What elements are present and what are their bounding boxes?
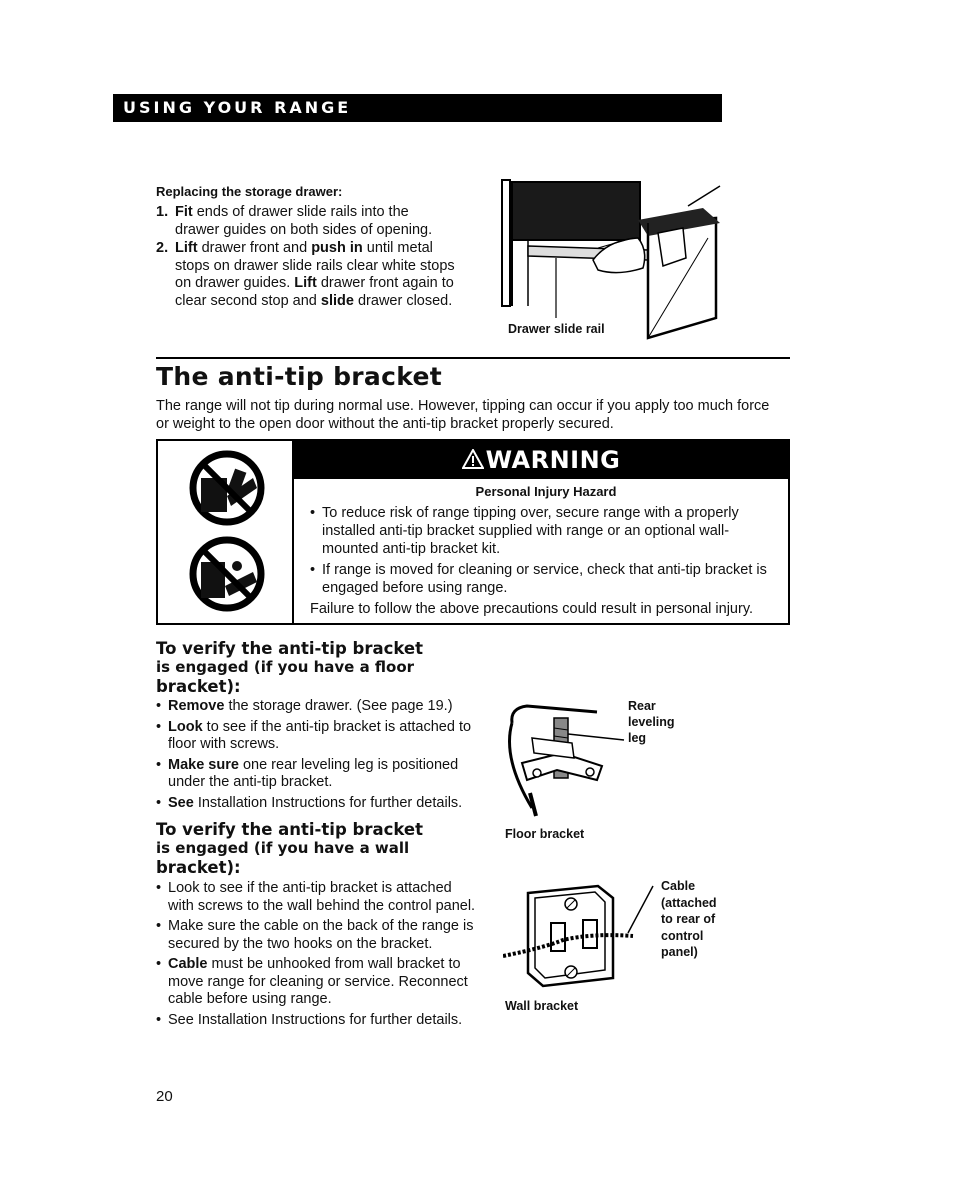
drawer-heading: Replacing the storage drawer:	[156, 184, 343, 199]
wall-bracket-illustration	[503, 878, 663, 996]
section-divider	[156, 357, 790, 359]
hazard-title: Personal Injury Hazard	[475, 484, 617, 499]
floor-bullet: • Look to see if the anti-tip bracket is attached to floor with screws.	[156, 719, 486, 754]
tip-over-hazard-icon	[187, 534, 271, 618]
page-title: The anti-tip bracket	[156, 362, 442, 391]
wall-bracket-label: Wall bracket	[505, 999, 579, 1013]
wall-bullet: • Cable must be unhooked from wall bracket to move range for cleaning or service. Reconnect cable before using range.	[156, 956, 476, 1009]
tip-over-prohibited-icon	[187, 448, 271, 532]
wall-bracket-list	[156, 880, 476, 1032]
rear-leveling-leg-label: Rear leveling leg	[628, 699, 675, 745]
drawer-step: 1. Fit ends of drawer slide rails into the drawer guides on both sides of opening.	[156, 204, 433, 238]
floor-bracket-illustration	[502, 698, 632, 823]
wall-bullet: • Look to see if the anti-tip bracket is attached with screws to the wall behind the control panel.	[156, 880, 476, 915]
section-header-title: USING YOUR RANGE	[123, 98, 352, 117]
drawer-steps	[156, 204, 456, 311]
warning-bullet: • If range is moved for cleaning or service, check that anti-tip bracket is engaged before using range.	[310, 561, 782, 597]
warning-triangle-icon	[462, 449, 484, 469]
floor-bullet: • Remove the storage drawer. (See page 19.)	[156, 698, 486, 716]
drawer-slide-rail-label: Drawer slide rail	[508, 322, 605, 336]
floor-bracket-label: Floor bracket	[505, 827, 585, 841]
antitip-intro: The range will not tip during normal use. However, tipping can occur if you apply too much force or weight to the open door without the anti-tip bracket properly secured.	[156, 398, 770, 432]
floor-bracket-heading: To verify the anti-tip bracket is engaged (if you have a floor bracket):	[156, 639, 423, 696]
wall-bracket-heading: To verify the anti-tip bracket is engaged (if you have a wall bracket):	[156, 820, 423, 877]
page-number: 20	[156, 1088, 173, 1105]
warning-banner	[294, 441, 788, 479]
floor-bullet: • See Installation Instructions for further details.	[156, 795, 486, 813]
warning-body	[310, 483, 782, 618]
floor-bullet: • Make sure one rear leveling leg is positioned under the anti-tip bracket.	[156, 757, 486, 792]
drawer-step: 2. Lift drawer front and push in until metal stops on drawer slide rails clear white stops on drawer guides. Lift drawer front again to clear second stop and slide drawer closed.	[156, 240, 455, 309]
cable-label: Cable (attached to rear of control panel)	[661, 879, 717, 959]
warning-bullet: • To reduce risk of range tipping over, secure range with a properly installed anti-tip bracket supplied with range or an optional wall-mounted anti-tip bracket kit.	[310, 504, 782, 558]
wall-bullet: • See Installation Instructions for further details.	[156, 1012, 476, 1030]
section-header-bar	[113, 94, 722, 122]
warning-footer: Failure to follow the above precautions could result in personal injury.	[310, 601, 754, 617]
warning-banner-text: WARNING	[485, 446, 621, 474]
wall-bullet: • Make sure the cable on the back of the range is secured by the two hooks on the bracket.	[156, 918, 476, 953]
floor-bracket-list	[156, 698, 486, 815]
